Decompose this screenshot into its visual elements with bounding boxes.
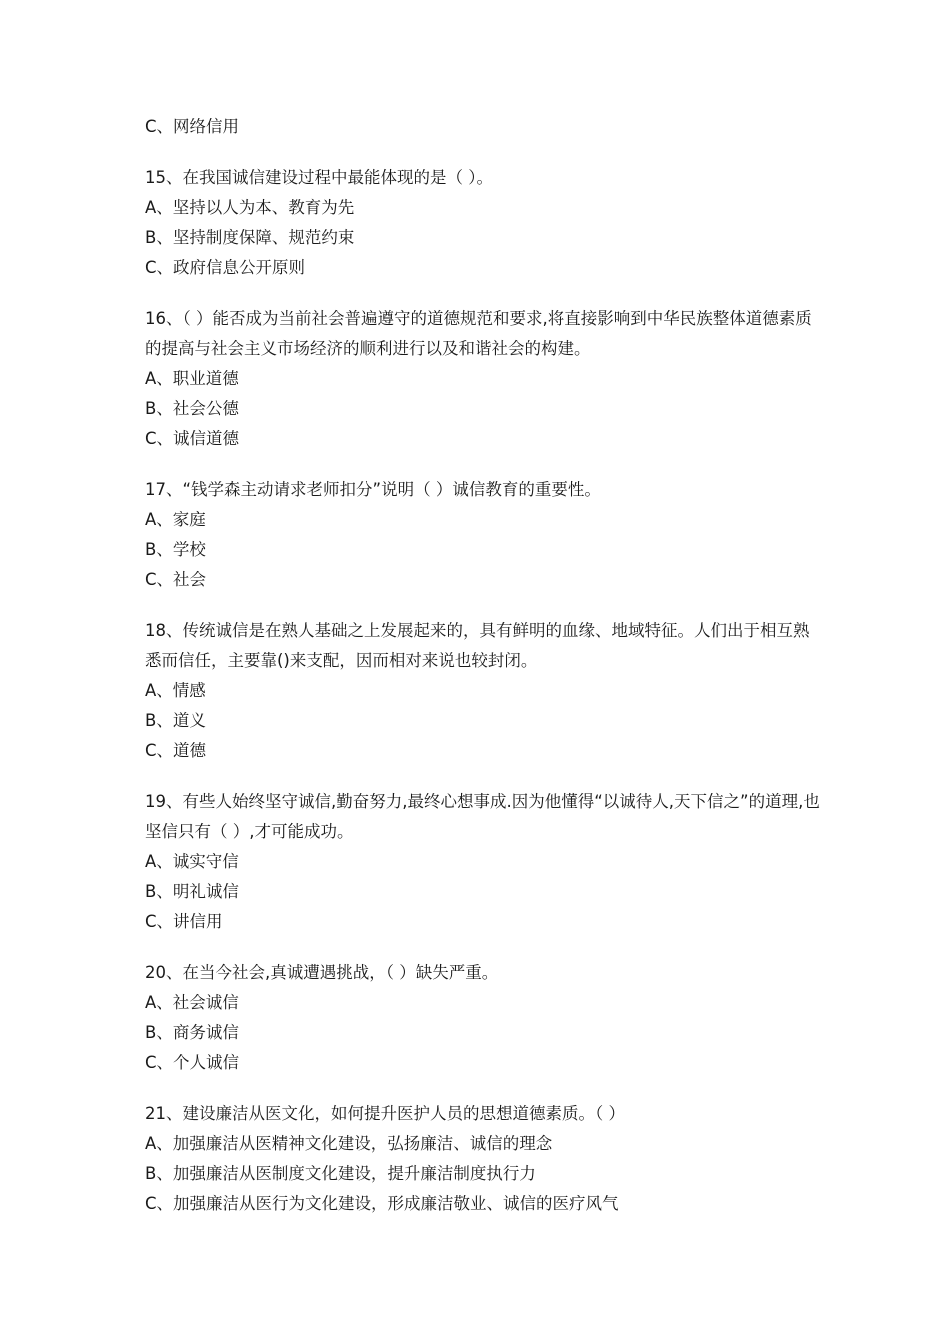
option-item: B、学校 [145, 540, 206, 559]
option-item: A、职业道德 [145, 369, 239, 388]
question-block [145, 475, 825, 595]
question-text: 16、（ ）能否成为当前社会普遍遵守的道德规范和要求,将直接影响到中华民族整体道德素质的提高与社会主义市场经济的顺利进行以及和谐社会的构建。 [145, 309, 812, 358]
option-item: A、情感 [145, 681, 206, 700]
option-item: A、家庭 [145, 510, 206, 529]
question-text: 17、“钱学森主动请求老师扣分”说明（ ）诚信教育的重要性。 [145, 480, 601, 499]
question-block [145, 1099, 825, 1219]
document-page [145, 112, 825, 1219]
question-text: 19、有些人始终坚守诚信,勤奋努力,最终心想事成.因为他懂得“以诚待人,天下信之”的道理,也坚信只有（ ）,才可能成功。 [145, 792, 820, 841]
question-block [145, 616, 825, 766]
option-item: C、个人诚信 [145, 1053, 240, 1072]
option-item: C、讲信用 [145, 912, 223, 931]
question-block [145, 958, 825, 1078]
question-list [145, 163, 825, 1219]
option-item: C、社会 [145, 570, 207, 589]
question-block [145, 163, 825, 283]
question-block [145, 787, 825, 937]
question-text: 15、在我国诚信建设过程中最能体现的是（ ）。 [145, 168, 493, 187]
option-item: A、坚持以人为本、教育为先 [145, 198, 355, 217]
option-item: C、加强廉洁从医行为文化建设，形成廉洁敬业、诚信的医疗风气 [145, 1194, 619, 1213]
option-item: B、商务诚信 [145, 1023, 239, 1042]
option-item: A、加强廉洁从医精神文化建设，弘扬廉洁、诚信的理念 [145, 1134, 553, 1153]
option-item: B、明礼诚信 [145, 882, 239, 901]
option-item: A、社会诚信 [145, 993, 239, 1012]
option-item: C、网络信用 [145, 117, 240, 136]
question-text: 20、在当今社会,真诚遭遇挑战，（ ）缺失严重。 [145, 963, 499, 982]
question-block [145, 304, 825, 454]
option-item: A、诚实守信 [145, 852, 239, 871]
question-text: 21、建设廉洁从医文化，如何提升医护人员的思想道德素质。（ ） [145, 1104, 625, 1123]
option-item: B、坚持制度保障、规范约束 [145, 228, 355, 247]
option-item: B、道义 [145, 711, 206, 730]
option-item: C、道德 [145, 741, 207, 760]
option-item: B、社会公德 [145, 399, 239, 418]
option-item: B、加强廉洁从医制度文化建设，提升廉洁制度执行力 [145, 1164, 536, 1183]
option-item: C、诚信道德 [145, 429, 240, 448]
option-item: C、政府信息公开原则 [145, 258, 306, 277]
question-text: 18、传统诚信是在熟人基础之上发展起来的，具有鲜明的血缘、地域特征。人们出于相互熟悉而信任，主要靠()来支配，因而相对来说也较封闭。 [145, 621, 810, 670]
